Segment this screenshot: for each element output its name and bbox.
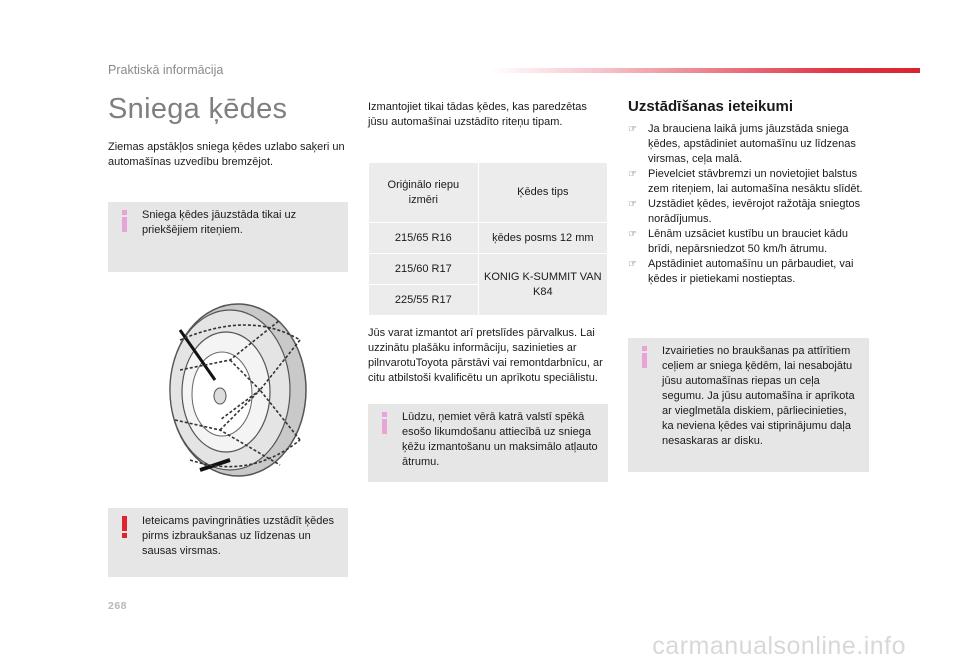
bullet-icon: ☞ [628,229,637,240]
left-intro: Ziemas apstākļos sniega ķēdes uzlabo saķeri un automašīnas uzvedību bremzējot. [108,141,345,168]
chain-spec-table [368,162,608,316]
middle-intro: Izmantojiet tikai tādas ķēdes, kas paredzētas jūsu automašīnai uzstādīto riteņu tipam. [368,101,587,128]
middle-body-text: Jūs varat izmantot arī pretslīdes pārvalkus. Lai uzzinātu plašāku informāciju, sazinieties ar pilnvarotuToyota pārstāvi vai remontdarbnīcu, ar citu atbilstoši kvalificētu un aprīkotu speciālistu. [368,327,603,384]
info-icon [639,346,651,368]
section-label: Praktiskā informācija [108,63,224,77]
column-header-chain-type: Ķēdes tips [478,163,607,223]
note-text: Izvairieties no braukšanas pa attīrītiem ceļiem ar sniega ķēdēm, lai nesabojātu jūsu automašīnas riepas un ceļa segumu. Ja jūsu automašīna ir aprīkota ar vieglmetāla diskiem, pārliecinieties, ka neviena ķēdes vai stiprinājumu daļa nesaskaras ar disku. [662,345,855,447]
bullet-icon: ☞ [628,124,637,135]
tire-size-cell: 215/60 R17 [369,254,479,285]
table-row [369,254,608,285]
info-icon [379,412,391,434]
bullet-icon: ☞ [628,169,637,180]
info-icon [119,210,131,232]
list-item: ☞ Pievelciet stāvbremzi un novietojiet balstus zem riteņiem, lai automašīna nesāktu slīdēt. [628,168,863,195]
column-header-tire-size: Oriģinālo riepu izmēri [369,163,479,223]
warning-icon [119,516,131,538]
note-text: Lūdzu, ņemiet vērā katrā valstī spēkā esošo likumdošanu attiecībā uz sniega ķēžu izmantošanu un maksimālo atļauto ātrumu. [402,411,598,468]
legislation-info-note [368,404,608,482]
note-text: Sniega ķēdes jāuzstāda tikai uz priekšējiem riteņiem. [142,209,297,236]
left-column [108,92,348,170]
list-item: ☞ Ja brauciena laikā jums jāuzstāda sniega ķēdes, apstādiniet automašīnu uz līdzenas virsmas, ceļa malā. [628,123,856,165]
practice-warning-note [108,508,348,577]
page-title: Sniega ķēdes [108,93,288,125]
list-item: ☞ Apstādiniet automašīnu un pārbaudiet, vai ķēdes ir pietiekami nostieptas. [628,258,854,285]
installation-tips-heading: Uzstādīšanas ieteikumi [628,98,794,115]
list-item: ☞ Lēnām uzsāciet kustību un brauciet kādu brīdi, nepārsniedzot 50 km/h ātrumu. [628,228,848,255]
watermark: carmanualsonline.info [652,632,906,660]
bullet-icon: ☞ [628,199,637,210]
road-damage-info-note [628,338,869,472]
note-text: Ieteicams pavingrināties uzstādīt ķēdes pirms izbraukšanas uz līdzenas un sausas virsmas. [142,515,334,557]
page-number: 268 [108,600,128,612]
front-wheels-info-note [108,202,348,272]
snow-chain-wheel-illustration [160,300,310,480]
chain-type-cell: ķēdes posms 12 mm [478,223,607,254]
installation-tips-list [628,122,873,287]
chain-type-cell: KONIG K-SUMMIT VAN K84 [478,254,607,316]
tire-size-cell: 215/65 R16 [369,223,479,254]
bullet-icon: ☞ [628,259,637,270]
table-header-row [369,163,608,223]
list-item: ☞ Uzstādiet ķēdes, ievērojot ražotāja sniegtos norādījumus. [628,198,861,225]
header-accent-bar [490,68,920,73]
tire-size-cell: 225/55 R17 [369,285,479,316]
table-row [369,223,608,254]
